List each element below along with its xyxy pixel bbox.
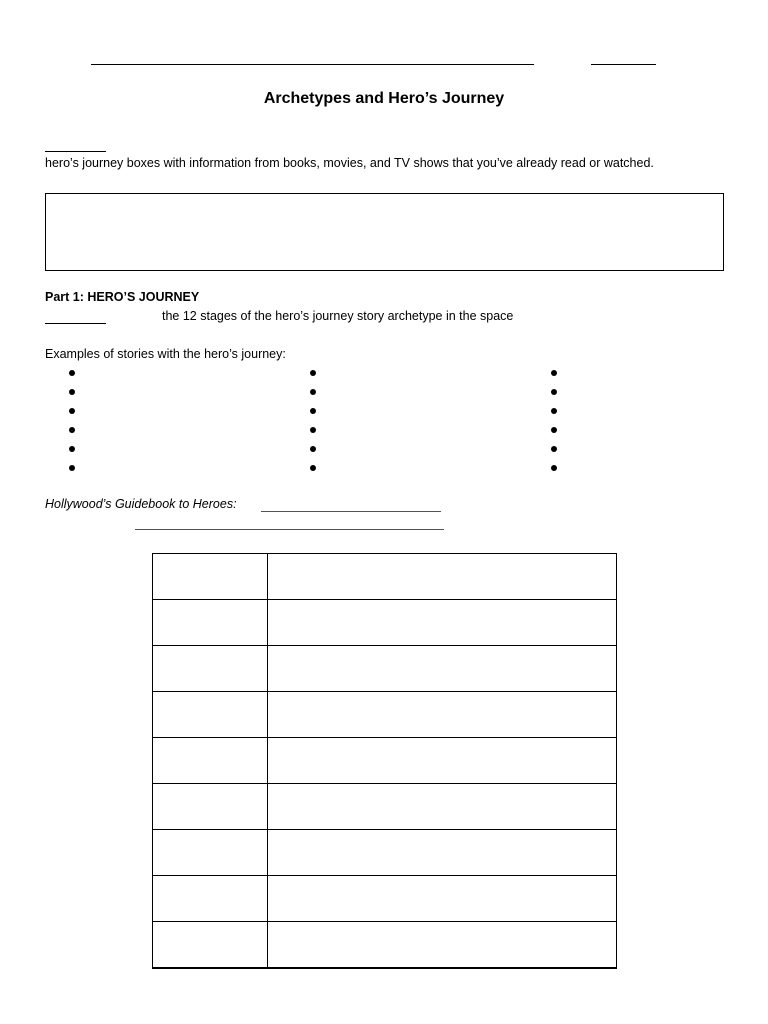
- stage-name-cell[interactable]: [153, 600, 268, 646]
- stage-name-cell[interactable]: [153, 554, 268, 600]
- answer-box[interactable]: [45, 193, 724, 271]
- guidebook-link-line-2[interactable]: [135, 529, 444, 530]
- bullet-point: [69, 370, 75, 376]
- stage-name-cell[interactable]: [153, 692, 268, 738]
- stage-description-cell[interactable]: [268, 922, 617, 969]
- stage-name-cell[interactable]: [153, 646, 268, 692]
- bullet-point: [551, 389, 557, 395]
- bullet-point: [551, 446, 557, 452]
- stage-description-cell[interactable]: [268, 830, 617, 876]
- stage-description-cell[interactable]: [268, 784, 617, 830]
- stage-name-cell[interactable]: [153, 922, 268, 969]
- guidebook-link-line-1[interactable]: [261, 511, 441, 512]
- bullet-point: [551, 427, 557, 433]
- stage-description-cell[interactable]: [268, 554, 617, 600]
- table-row: [153, 784, 617, 830]
- date-blank-line[interactable]: [591, 64, 656, 65]
- bullet-point: [310, 465, 316, 471]
- stage-description-cell[interactable]: [268, 646, 617, 692]
- bullet-point: [310, 427, 316, 433]
- bullet-point: [69, 427, 75, 433]
- bullet-point: [310, 370, 316, 376]
- table-row: [153, 876, 617, 922]
- stage-name-cell[interactable]: [153, 784, 268, 830]
- table-row: [153, 830, 617, 876]
- stage-name-cell[interactable]: [153, 876, 268, 922]
- examples-label: Examples of stories with the hero’s journey:: [45, 347, 286, 361]
- stage-description-cell[interactable]: [268, 738, 617, 784]
- guidebook-label: Hollywood’s Guidebook to Heroes:: [45, 497, 237, 511]
- table-row: [153, 600, 617, 646]
- intro-blank-line[interactable]: [45, 151, 106, 152]
- table-row: [153, 692, 617, 738]
- stages-table: [152, 553, 617, 969]
- table-row: [153, 554, 617, 600]
- bullet-point: [69, 389, 75, 395]
- stage-name-cell[interactable]: [153, 738, 268, 784]
- name-blank-line[interactable]: [91, 64, 534, 65]
- bullet-point: [551, 465, 557, 471]
- bullet-point: [69, 408, 75, 414]
- bullet-point: [551, 408, 557, 414]
- stage-name-cell[interactable]: [153, 830, 268, 876]
- bullet-point: [69, 465, 75, 471]
- stage-description-cell[interactable]: [268, 876, 617, 922]
- bullet-point: [310, 408, 316, 414]
- stage-description-cell[interactable]: [268, 600, 617, 646]
- bullet-point: [310, 389, 316, 395]
- table-row: [153, 922, 617, 969]
- part1-blank-line[interactable]: [45, 323, 106, 324]
- part1-heading: Part 1: HERO’S JOURNEY: [45, 290, 200, 304]
- stage-description-cell[interactable]: [268, 692, 617, 738]
- bullet-point: [69, 446, 75, 452]
- part1-instruction: the 12 stages of the hero’s journey story archetype in the space: [162, 309, 514, 323]
- page-title: Archetypes and Hero’s Journey: [263, 90, 505, 107]
- bullet-point: [310, 446, 316, 452]
- bullet-point: [551, 370, 557, 376]
- table-row: [153, 646, 617, 692]
- intro-text: hero’s journey boxes with information from books, movies, and TV shows that you’ve already read or watched.: [45, 156, 654, 170]
- table-row: [153, 738, 617, 784]
